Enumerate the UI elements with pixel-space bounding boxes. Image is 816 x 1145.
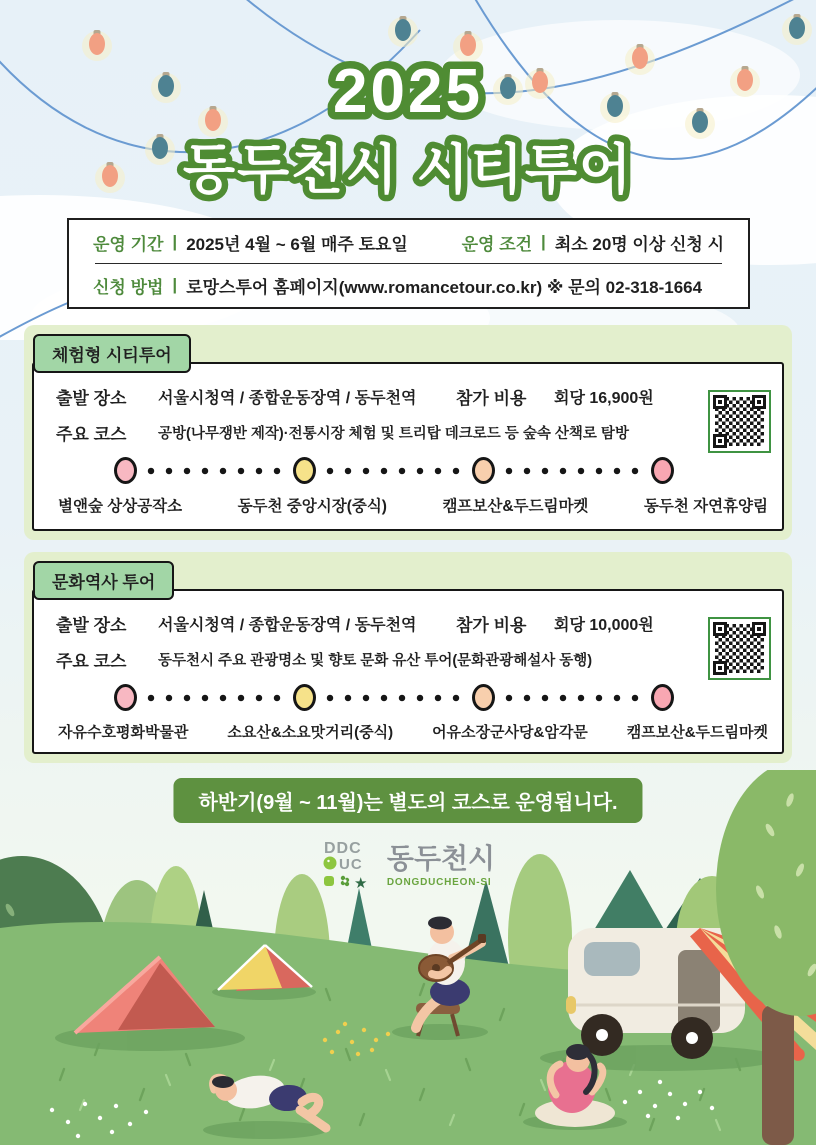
route-stop-labels bbox=[56, 721, 770, 742]
departure-fee-row bbox=[56, 384, 770, 409]
course-label: 주요 코스 bbox=[56, 425, 127, 444]
course-value: 동두천시 주요 관광명소 및 향토 문화 유산 투어(문화관광해설사 동행) bbox=[158, 653, 593, 669]
condition-label: 운영 조건 bbox=[461, 234, 533, 254]
title-year: 2025 bbox=[333, 57, 483, 126]
divider-bar: | bbox=[172, 232, 178, 251]
camping-illustration bbox=[0, 770, 816, 1145]
route-stop-dot bbox=[293, 684, 316, 711]
route-stop-dot bbox=[651, 684, 674, 711]
stop-label: 동두천 중앙시장(중식) bbox=[237, 498, 387, 515]
tab-experience-tour: 체험형 시티투어 bbox=[33, 334, 191, 373]
divider-bar: | bbox=[172, 275, 178, 294]
route-stop-labels bbox=[56, 494, 770, 516]
stop-label: 캠프보산&두드림마켓 bbox=[626, 724, 768, 741]
tab-culture-history-tour: 문화역사 투어 bbox=[33, 561, 174, 600]
route-stop-dot bbox=[293, 457, 316, 484]
route-stop-dot bbox=[651, 457, 674, 484]
tour-section-experience bbox=[24, 325, 792, 540]
route-dotted-connector bbox=[500, 466, 646, 476]
stop-label: 어유소장군사당&암각문 bbox=[432, 724, 588, 741]
route-dotted-connector bbox=[500, 693, 646, 703]
logo-flower bbox=[341, 876, 349, 886]
departure-value: 서울시청역 / 종합운동장역 / 동두천역 bbox=[158, 617, 417, 634]
city-name-english: DONGDUCHEON-SI bbox=[386, 876, 492, 888]
second-half-notice-banner: 하반기(9월 ~ 11월)는 별도의 코스로 운영됩니다. bbox=[173, 778, 642, 823]
stop-label: 캠프보산&두드림마켓 bbox=[442, 498, 589, 515]
fee-label: 참가 비용 bbox=[456, 616, 527, 635]
route-stop-dot bbox=[472, 684, 495, 711]
route-line bbox=[114, 684, 674, 711]
departure-value: 서울시청역 / 종합운동장역 / 동두천역 bbox=[158, 390, 417, 407]
stop-label: 별앤숲 상상공작소 bbox=[58, 498, 183, 515]
culture-history-tour-box bbox=[32, 589, 784, 754]
stop-label: 소요산&소요맛거리(중식) bbox=[227, 724, 394, 741]
route-dotted-connector bbox=[321, 466, 467, 476]
route-stop-dot bbox=[114, 684, 137, 711]
dongducheon-city-logo bbox=[0, 838, 816, 894]
stop-label: 동두천 자연휴양림 bbox=[643, 498, 768, 515]
experience-tour-box bbox=[32, 362, 784, 531]
condition-value: 최소 20명 이상 신청 시 bbox=[554, 234, 724, 254]
stop-label: 자유수호평화박물관 bbox=[58, 724, 189, 741]
logo-mark-top: DDC bbox=[323, 840, 362, 857]
city-logo-mark bbox=[321, 838, 377, 894]
logo-star: ★ bbox=[353, 875, 368, 892]
route-dotted-connector bbox=[142, 466, 288, 476]
operation-info-box bbox=[67, 218, 750, 309]
course-row bbox=[56, 647, 770, 672]
route-stop-dot bbox=[114, 457, 137, 484]
departure-label: 출발 장소 bbox=[56, 616, 127, 635]
city-name-korean: 동두천시 bbox=[386, 842, 496, 874]
divider-bar: | bbox=[541, 232, 546, 251]
apply-value: 로망스투어 홈페이지(www.romancetour.co.kr) ※ 문의 02-318-1664 bbox=[186, 277, 703, 297]
qr-code bbox=[708, 617, 771, 680]
fee-label: 참가 비용 bbox=[456, 389, 527, 408]
course-row bbox=[56, 420, 770, 445]
route-stop-dot bbox=[472, 457, 495, 484]
course-label: 주요 코스 bbox=[56, 652, 127, 671]
route-line bbox=[114, 457, 674, 484]
apply-label: 신청 방법 bbox=[93, 277, 164, 297]
period-value: 2025년 4월 ~ 6월 매주 토요일 bbox=[186, 234, 408, 254]
qr-code bbox=[708, 390, 771, 453]
tour-section-culture-history bbox=[24, 552, 792, 763]
route-dotted-connector bbox=[142, 693, 288, 703]
fee-value: 회당 16,900원 bbox=[554, 390, 654, 407]
info-row-2 bbox=[93, 264, 724, 306]
departure-fee-row bbox=[56, 611, 770, 636]
departure-label: 출발 장소 bbox=[56, 389, 127, 408]
route-dotted-connector bbox=[321, 693, 467, 703]
logo-mark-mid: UC bbox=[338, 856, 363, 873]
period-label: 운영 기간 bbox=[93, 234, 164, 254]
info-row-1 bbox=[93, 221, 724, 263]
title-main: 동두천시 시티투어 bbox=[182, 140, 634, 200]
fee-value: 회당 10,000원 bbox=[554, 617, 654, 634]
course-value: 공방(나무쟁반 제작)·전통시장 체험 및 트리탑 데크로드 등 숲속 산책로 탐방 bbox=[158, 426, 629, 442]
